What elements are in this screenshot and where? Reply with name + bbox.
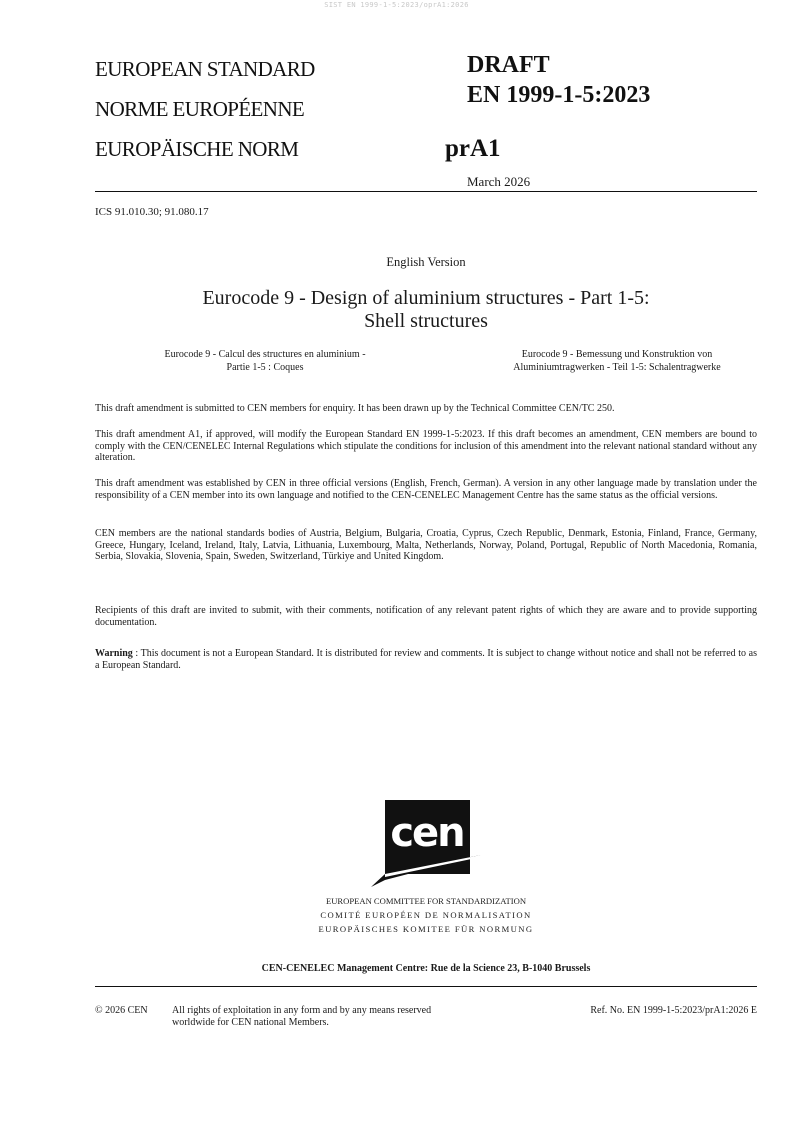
standard-name-german: EUROPÄISCHE NORM [95, 137, 299, 161]
version-label: English Version [386, 255, 466, 269]
cen-logo [371, 800, 481, 890]
title-line-2: Shell structures [364, 310, 488, 332]
draft-label: DRAFT [467, 52, 550, 78]
german-title-line-2: Aluminiumtragwerken - Teil 1-5: Schalentragwerke [513, 361, 721, 373]
publication-date: March 2026 [467, 174, 531, 189]
ics-codes: ICS 91.010.30; 91.080.17 [95, 206, 209, 218]
standard-number: EN 1999-1-5:2023 [467, 82, 651, 108]
german-title-line-1: Eurocode 9 - Bemessung und Konstruktion von [521, 349, 713, 360]
warning-label: Warning [95, 648, 133, 659]
cen-logo-graphic [371, 800, 481, 890]
paragraph-patent-rights: Recipients of this draft are invited to submit, with their comments, notification of any relevant patent rights of which they are aware and to provide supporting documentation. [95, 605, 757, 628]
document-title [95, 287, 757, 333]
paragraph-enquiry: This draft amendment is submitted to CEN members for enquiry. It has been drawn up by the Technical Committee CEN/TC 250. [95, 403, 615, 414]
footer-copyright: © 2026 CEN [95, 1005, 148, 1016]
footer-rights-line-1: All rights of exploitation in any form and by any means reserved [172, 1005, 432, 1016]
footer-rights-line-2: worldwide for CEN national Members. [172, 1017, 329, 1028]
footer-reference-number: Ref. No. EN 1999-1-5:2023/prA1:2026 E [590, 1005, 757, 1016]
management-centre-address: CEN-CENELEC Management Centre: Rue de la Science 23, B-1040 Brussels [261, 963, 591, 974]
german-title [447, 349, 787, 374]
title-line-1: Eurocode 9 - Design of aluminium structures - Part 1-5: [202, 287, 650, 309]
paragraph-warning [95, 648, 757, 671]
warning-text: : This document is not a European Standard. It is distributed for review and comments. It is subject to change without notice and shall not be referred to as a European Standard. [95, 648, 757, 671]
standard-name-english: EUROPEAN STANDARD [95, 57, 315, 81]
document-watermark: SIST EN 1999-1-5:2023/oprA1:2026 [324, 1, 469, 9]
cen-org-english: EUROPEAN COMMITTEE FOR STANDARDIZATION [325, 896, 527, 906]
amendment-label: prA1 [445, 135, 501, 162]
french-title-line-2: Partie 1-5 : Coques [226, 361, 304, 373]
paragraph-members: CEN members are the national standards bodies of Austria, Belgium, Bulgaria, Croatia, Cyprus, Czech Republic, Denmark, Estonia, Finland, France, Germany, Greece, Hungary, Iceland, Ireland, Italy, Latvia, Lithuania, Luxembourg, Malta, Netherlands, Norway, Poland, Portugal, Republic of North Macedonia, Romania, Serbia, Slovakia, Slovenia, Spain, Sweden, Switzerland, Türkiye and United Kingdom. [95, 528, 757, 563]
french-title-line-1: Eurocode 9 - Calcul des structures en aluminium - [164, 349, 366, 360]
footer-rights [172, 1005, 431, 1029]
paragraph-amendment: This draft amendment A1, if approved, will modify the European Standard EN 1999-1-5:2023. If this draft becomes an amendment, CEN members are bound to comply with the CEN/CENELEC Internal Regulations which stipulate the conditions for inclusion of this amendment into the relevant national standard without any alteration. [95, 429, 757, 464]
french-title [95, 349, 435, 374]
header-divider [95, 191, 757, 192]
cen-org-french: COMITÉ EUROPÉEN DE NORMALISATION [320, 910, 532, 920]
paragraph-official-versions: This draft amendment was established by CEN in three official versions (English, French, German). A version in any other language made by translation under the responsibility of a CEN member into its own language and notified to the CEN-CENELEC Management Centre has the same status as the official versions. [95, 478, 757, 501]
standard-name-french: NORME EUROPÉENNE [95, 97, 305, 121]
footer-divider [95, 986, 757, 987]
cen-org-german: EUROPÄISCHES KOMITEE FÜR NORMUNG [318, 924, 534, 934]
cen-logo-text: cen [390, 810, 464, 856]
